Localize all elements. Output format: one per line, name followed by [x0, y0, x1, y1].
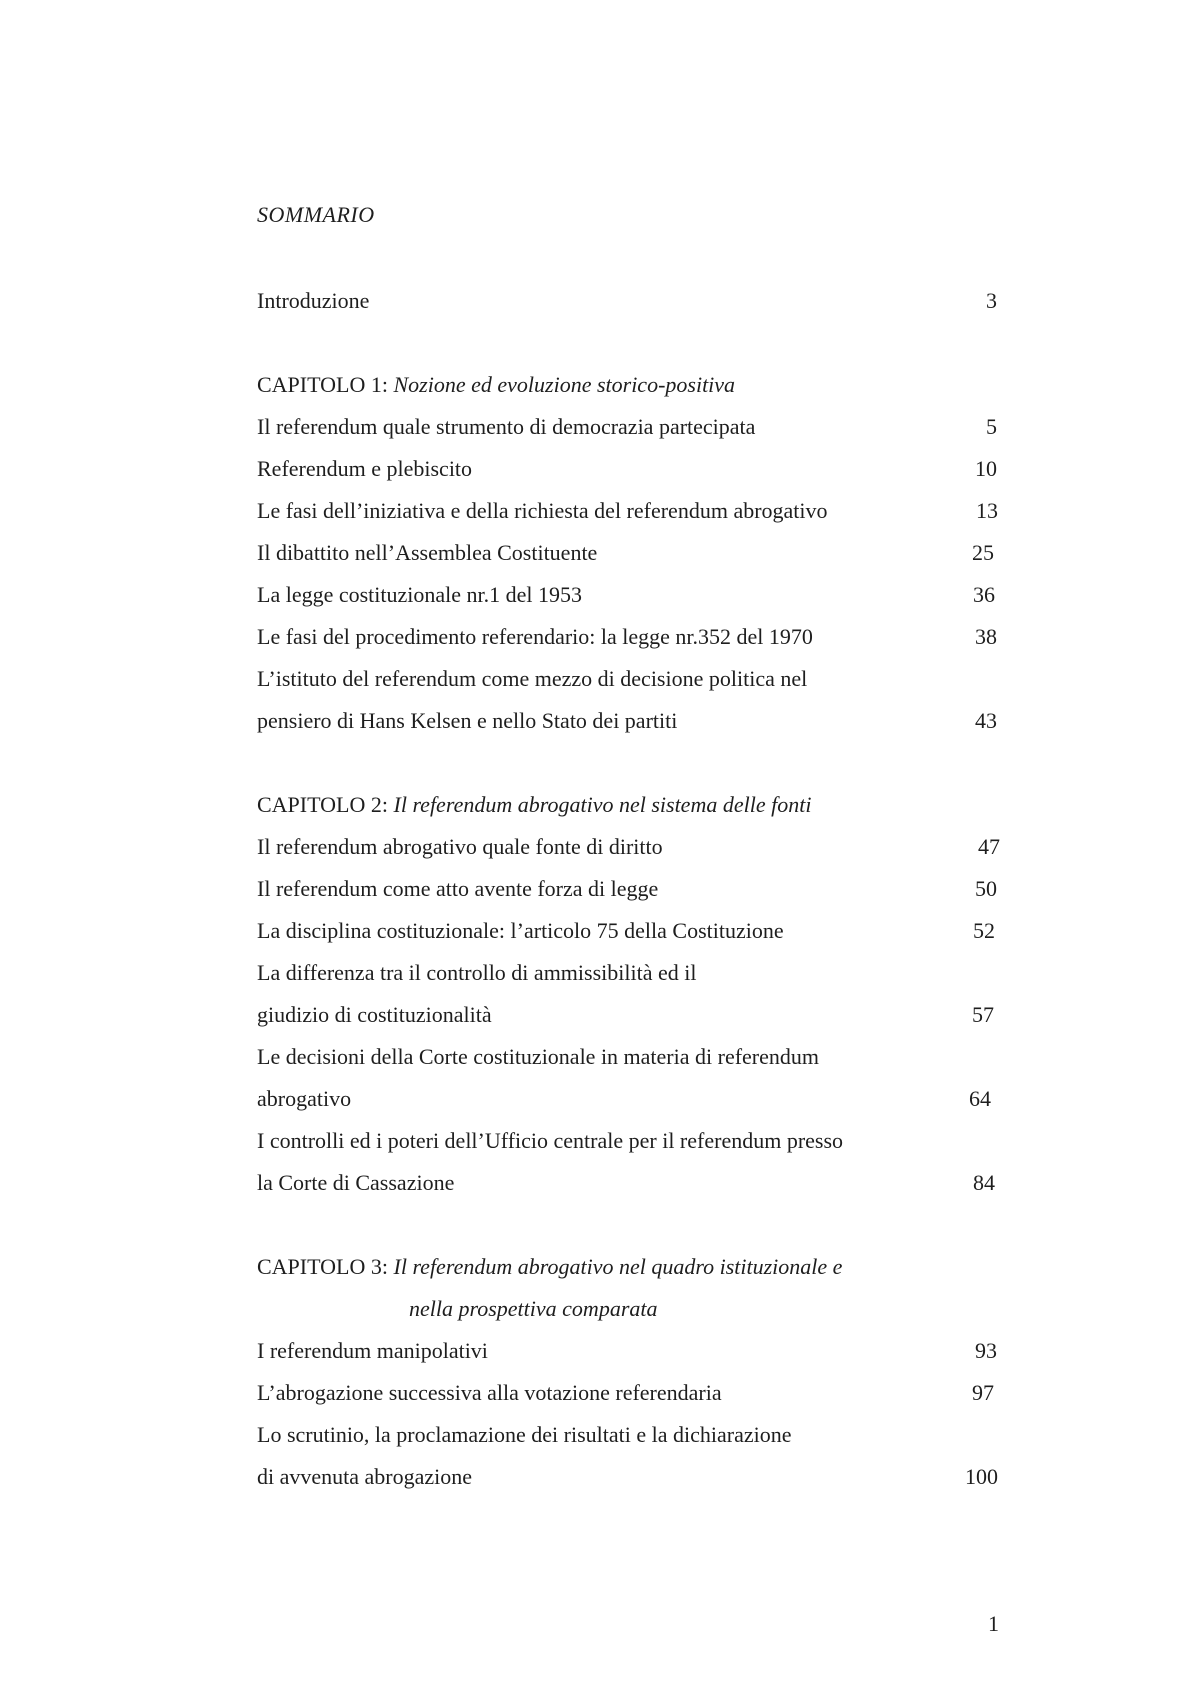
chapter-3-heading — [257, 1256, 842, 1278]
toc-entry-page: 25 — [972, 540, 994, 565]
toc-entry: Il dibattito nell’Assemblea Costituente — [257, 540, 598, 565]
chapter-2-heading — [257, 794, 811, 816]
toc-entry-page: 93 — [975, 1338, 997, 1363]
toc-entry: Le fasi del procedimento referendario: la legge nr.352 del 1970 — [257, 624, 813, 649]
toc-entry: Il referendum come atto avente forza di legge — [257, 876, 659, 901]
toc-entry-page: 10 — [975, 456, 997, 481]
toc-entry-page: 5 — [986, 414, 997, 439]
page-number: 1 — [988, 1611, 999, 1636]
toc-entry-page: 50 — [975, 876, 997, 901]
toc-entry-line2: pensiero di Hans Kelsen e nello Stato dei partiti — [257, 708, 678, 733]
toc-entry-page: 57 — [972, 1002, 994, 1027]
toc-entry-page: 36 — [973, 582, 995, 607]
chapter-1-prefix: CAPITOLO 1: — [257, 372, 394, 397]
toc-entry-page: 13 — [976, 498, 998, 523]
toc-entry-line2: la Corte di Cassazione — [257, 1170, 455, 1195]
toc-entry: Il referendum abrogativo quale fonte di diritto — [257, 834, 663, 859]
toc-entry: La legge costituzionale nr.1 del 1953 — [257, 582, 583, 607]
toc-entry-page: 97 — [972, 1380, 994, 1405]
toc-entry: Il referendum quale strumento di democrazia partecipata — [257, 414, 756, 439]
toc-entry: I referendum manipolativi — [257, 1338, 488, 1363]
toc-entry: Le fasi dell’iniziativa e della richiesta del referendum abrogativo — [257, 498, 828, 523]
toc-entry-page: 47 — [978, 834, 1000, 859]
toc-entry-page: 64 — [969, 1086, 991, 1111]
toc-entry-line1: I controlli ed i poteri dell’Ufficio centrale per il referendum presso — [257, 1128, 844, 1153]
toc-entry: Referendum e plebiscito — [257, 456, 473, 481]
toc-intro-page: 3 — [986, 288, 997, 313]
toc-entry: L’abrogazione successiva alla votazione referendaria — [257, 1380, 722, 1405]
toc-entry-line2: giudizio di costituzionalità — [257, 1002, 492, 1027]
chapter-3-prefix: CAPITOLO 3: — [257, 1254, 394, 1279]
chapter-2-title: Il referendum abrogativo nel sistema delle fonti — [393, 792, 812, 817]
chapter-3-title-line1: Il referendum abrogativo nel quadro istituzionale e — [393, 1254, 843, 1279]
chapter-1-heading — [257, 374, 735, 396]
toc-entry: La disciplina costituzionale: l’articolo 75 della Costituzione — [257, 918, 784, 943]
chapter-1-title: Nozione ed evoluzione storico-positiva — [393, 372, 736, 397]
toc-entry-line1: Lo scrutinio, la proclamazione dei risultati e la dichiarazione — [257, 1422, 792, 1447]
toc-entry-line1: L’istituto del referendum come mezzo di decisione politica nel — [257, 666, 808, 691]
toc-entry-page: 43 — [975, 708, 997, 733]
chapter-3-title-line2: nella prospettiva comparata — [409, 1296, 658, 1321]
toc-entry-line2: abrogativo — [257, 1086, 352, 1111]
toc-entry-line1: Le decisioni della Corte costituzionale in materia di referendum — [257, 1044, 820, 1069]
toc-intro-label: Introduzione — [257, 288, 370, 313]
toc-entry-page: 100 — [965, 1464, 998, 1489]
toc-entry-page: 38 — [975, 624, 997, 649]
toc-entry-line2: di avvenuta abrogazione — [257, 1464, 473, 1489]
toc-entry-page: 52 — [973, 918, 995, 943]
toc-entry-line1: La differenza tra il controllo di ammissibilità ed il — [257, 960, 697, 985]
toc-title: SOMMARIO — [257, 202, 375, 227]
chapter-2-prefix: CAPITOLO 2: — [257, 792, 394, 817]
toc-entry-page: 84 — [973, 1170, 995, 1195]
